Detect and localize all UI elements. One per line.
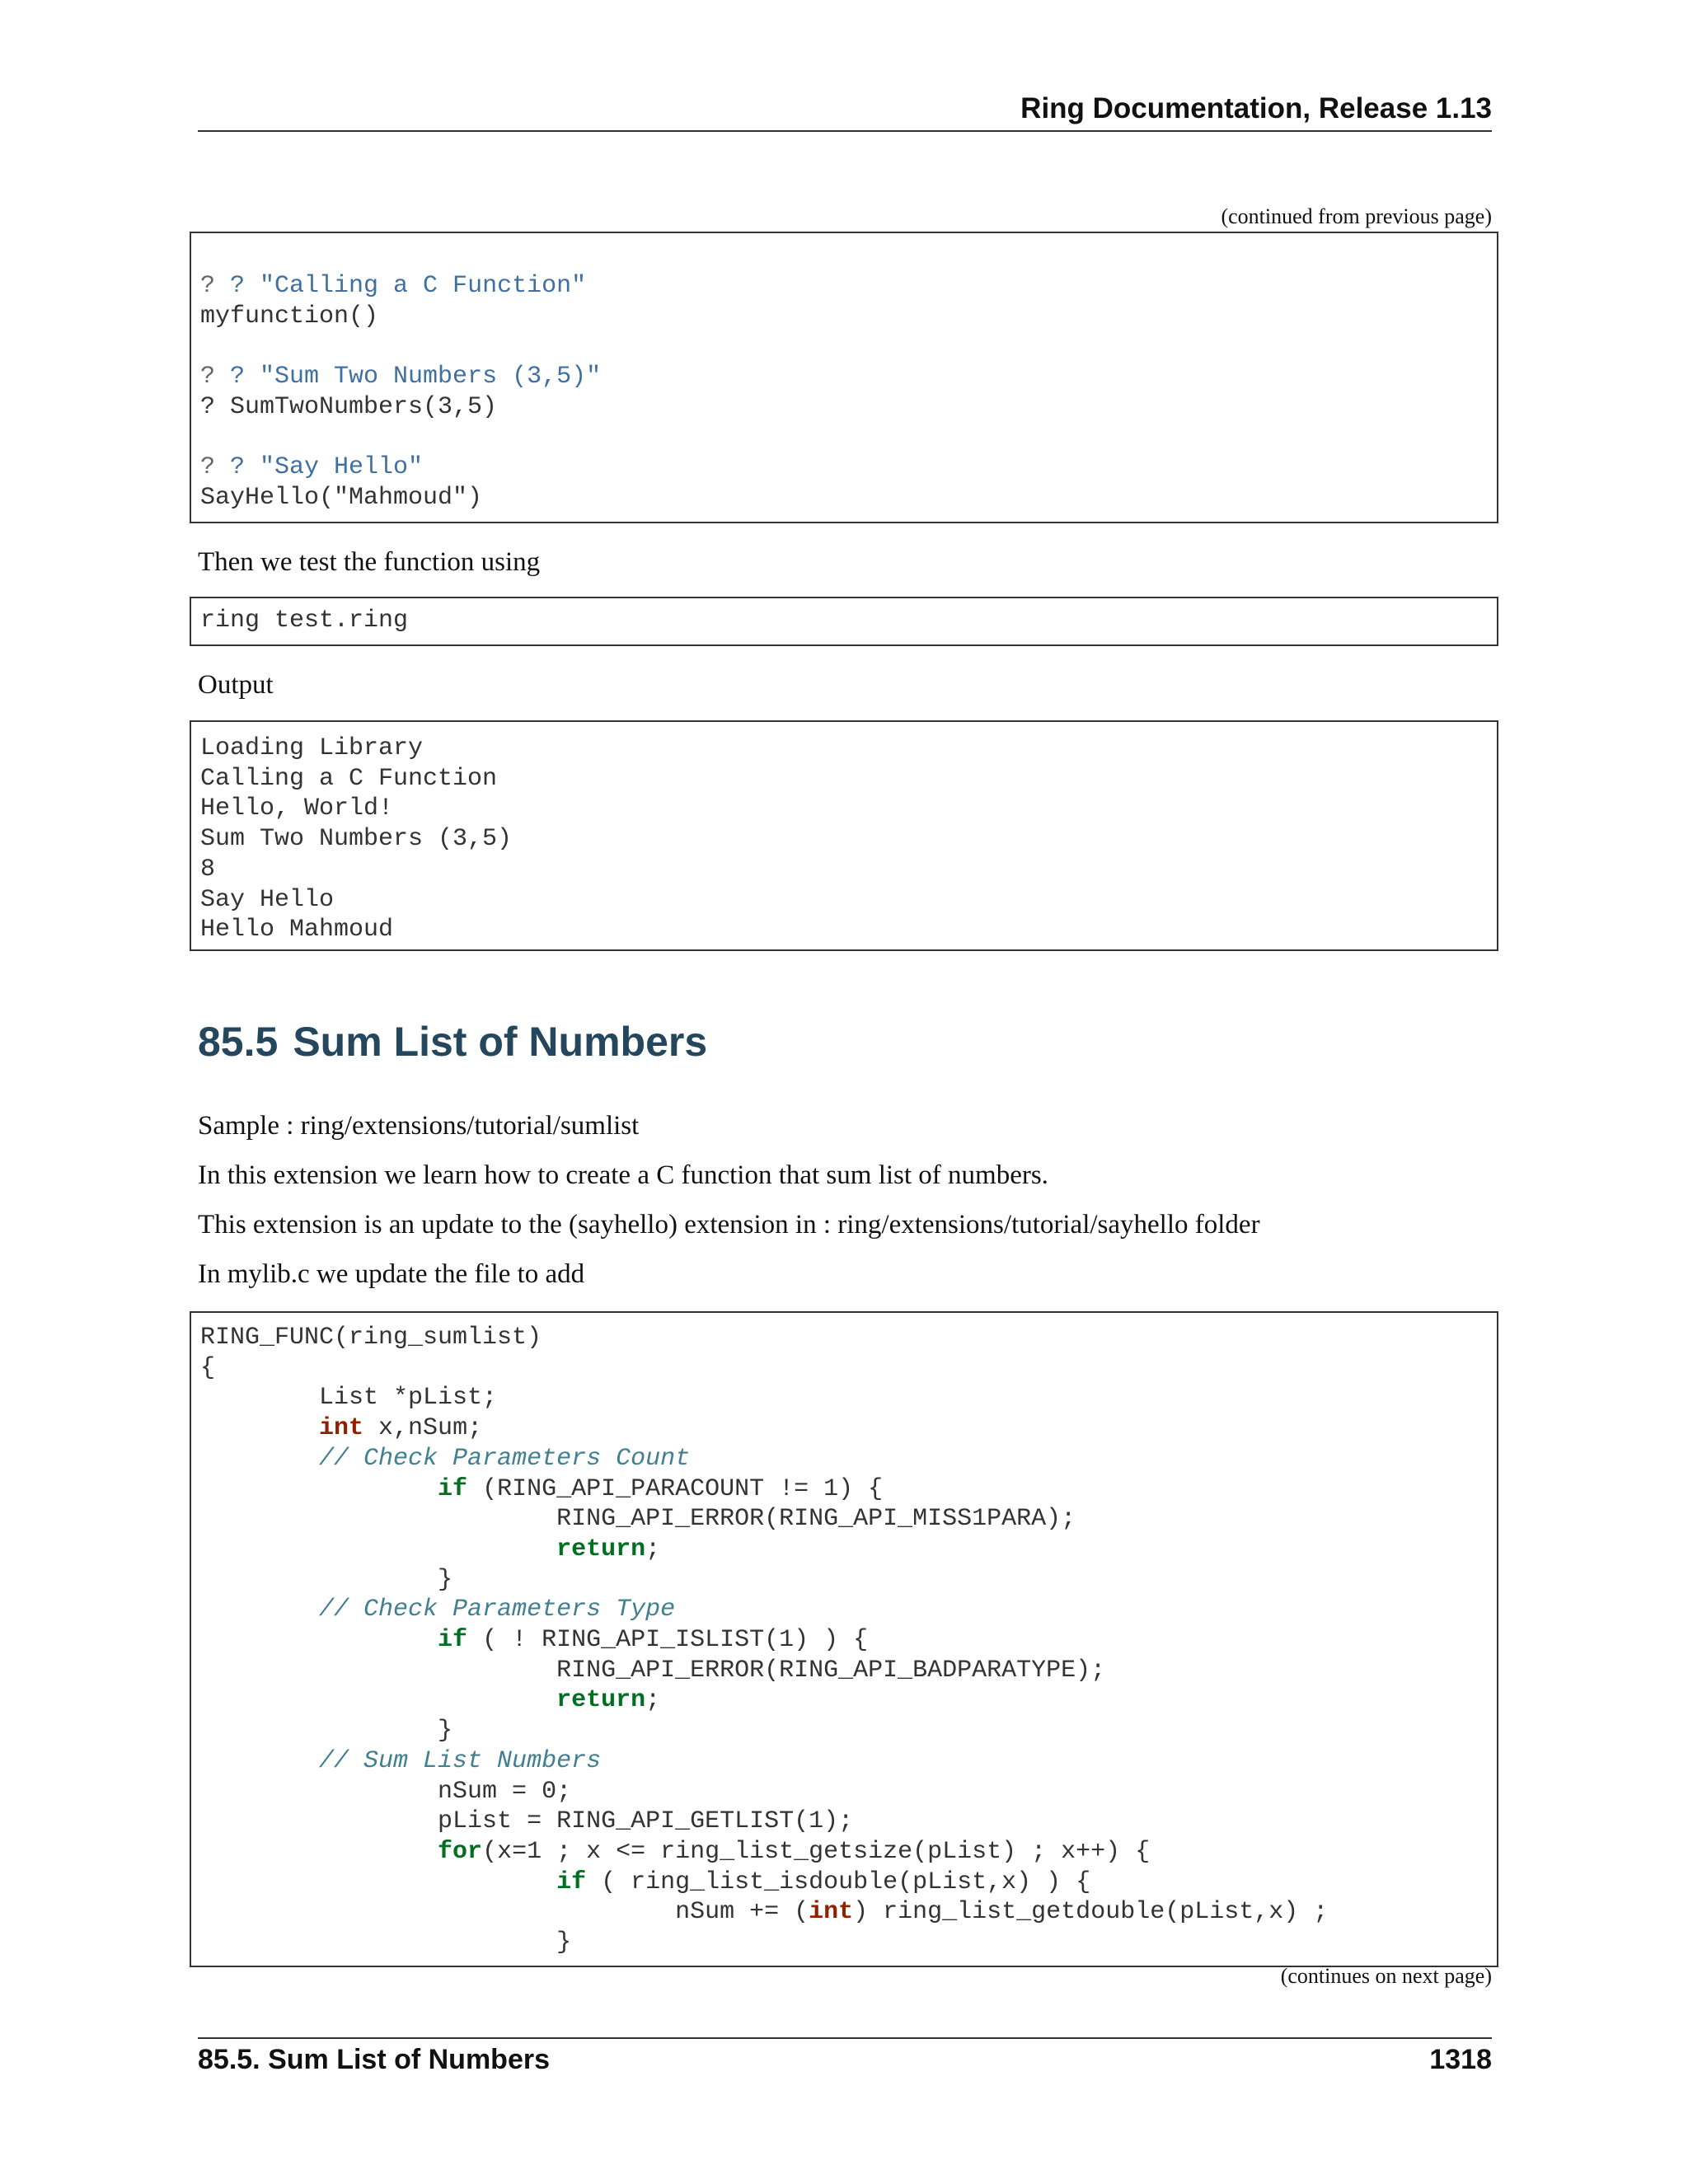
code-line: for(x=1 ; x <= ring_list_getsize(pList) ; x++) { bbox=[438, 1837, 1151, 1866]
paragraph-extension-update: This extension is an update to the (sayhello) extension in : ring/extensions/tutorial/sayhello folder bbox=[198, 1210, 1260, 1240]
code-line: } bbox=[200, 1565, 453, 1594]
code-line: return; bbox=[556, 1535, 661, 1563]
section-number: 85.5 bbox=[198, 1019, 279, 1065]
paragraph-mylib-update: In mylib.c we update the file to add bbox=[198, 1259, 585, 1289]
code-line: Sum Two Numbers (3,5) bbox=[200, 825, 513, 854]
code-block-ring-calls bbox=[190, 232, 1498, 523]
paragraph-sample-path: Sample : ring/extensions/tutorial/sumlist bbox=[198, 1111, 640, 1141]
code-line: nSum = 0; bbox=[200, 1777, 572, 1806]
paragraph-extension-intro: In this extension we learn how to create a C function that sum list of numbers. bbox=[198, 1160, 1048, 1190]
footer-page-number: 1318 bbox=[1429, 2044, 1492, 2075]
code-comment: // Check Parameters Count bbox=[200, 1444, 691, 1473]
running-header-title: Ring Documentation, Release 1.13 bbox=[1020, 92, 1492, 124]
code-line: } bbox=[200, 1929, 572, 1957]
code-line: 8 bbox=[200, 855, 216, 883]
code-line: ? ? "Say Hello" bbox=[200, 453, 424, 482]
code-line: if (RING_API_PARACOUNT != 1) { bbox=[438, 1474, 884, 1503]
code-line: Hello, World! bbox=[200, 794, 394, 823]
code-line: if ( ring_list_isdouble(pList,x) ) { bbox=[556, 1868, 1091, 1896]
code-line: RING_API_ERROR(RING_API_BADPARATYPE); bbox=[200, 1656, 1106, 1685]
code-line: SayHello("Mahmoud") bbox=[200, 483, 483, 512]
code-line: return; bbox=[556, 1686, 661, 1715]
code-line: int x,nSum; bbox=[319, 1414, 483, 1443]
code-line: RING_FUNC(ring_sumlist) bbox=[200, 1324, 542, 1352]
code-line: nSum += (int) ring_list_getdouble(pList,x) ; bbox=[200, 1898, 1329, 1927]
code-line: Calling a C Function bbox=[200, 764, 498, 793]
code-line: ? ? "Calling a C Function" bbox=[200, 272, 587, 300]
section-title: Sum List of Numbers bbox=[293, 1019, 708, 1065]
code-line: { bbox=[200, 1353, 216, 1382]
section-heading bbox=[198, 1018, 707, 1066]
continued-from-note: (continued from previous page) bbox=[1221, 204, 1492, 228]
paragraph-output-label: Output bbox=[198, 670, 274, 700]
footer-section-title: 85.5. Sum List of Numbers bbox=[198, 2044, 550, 2075]
code-line: ring test.ring bbox=[200, 607, 409, 635]
continues-on-note: (continues on next page) bbox=[1280, 1964, 1492, 1988]
code-line: } bbox=[200, 1717, 453, 1746]
code-line: ? SumTwoNumbers(3,5) bbox=[200, 392, 498, 421]
code-line: List *pList; bbox=[200, 1384, 498, 1413]
code-line: Loading Library bbox=[200, 734, 424, 762]
paragraph-test-intro: Then we test the function using bbox=[198, 547, 541, 577]
code-comment: // Check Parameters Type bbox=[200, 1596, 676, 1624]
code-line: if ( ! RING_API_ISLIST(1) ) { bbox=[438, 1626, 869, 1655]
code-line: RING_API_ERROR(RING_API_MISS1PARA); bbox=[200, 1505, 1076, 1534]
code-line: Hello Mahmoud bbox=[200, 916, 394, 944]
header-rule bbox=[198, 130, 1492, 132]
code-line: ? ? "Sum Two Numbers (3,5)" bbox=[200, 363, 602, 391]
code-comment: // Sum List Numbers bbox=[200, 1746, 602, 1775]
footer-rule bbox=[198, 2037, 1492, 2039]
code-line: myfunction() bbox=[200, 302, 379, 330]
code-line: Say Hello bbox=[200, 885, 335, 914]
code-line: pList = RING_API_GETLIST(1); bbox=[200, 1807, 854, 1836]
code-block-run-command bbox=[190, 597, 1498, 646]
code-block-program-output bbox=[190, 720, 1498, 951]
code-block-c-sumlist bbox=[190, 1311, 1498, 1967]
